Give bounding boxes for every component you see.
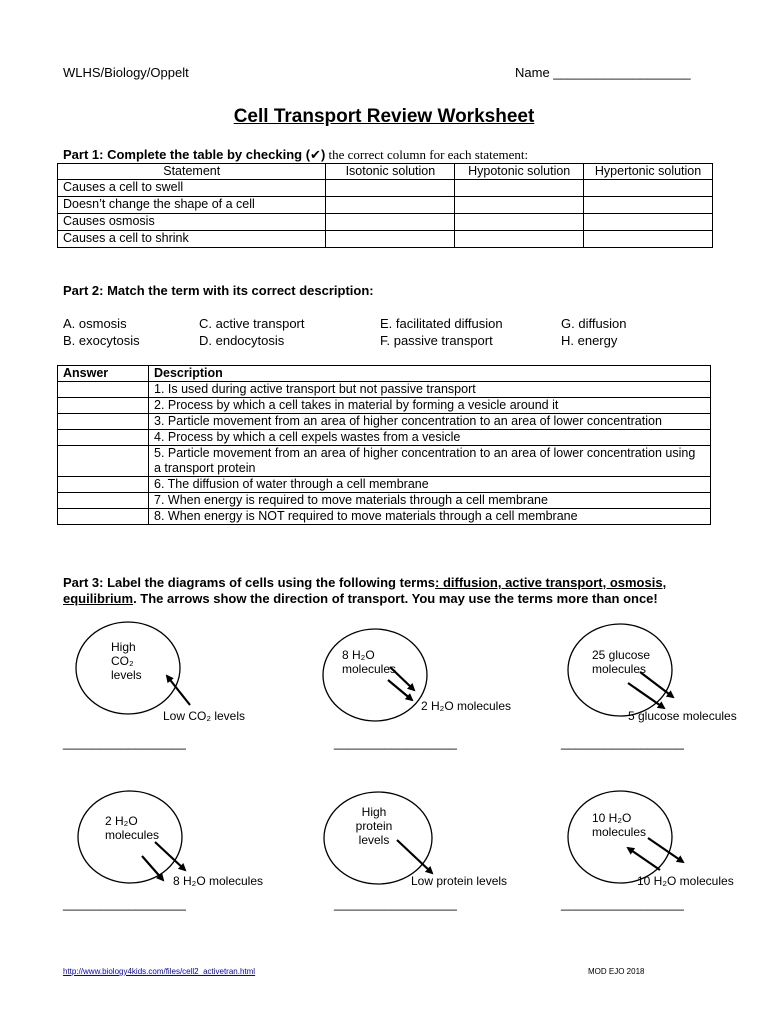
footer-credit: MOD EJO 2018 [588, 967, 645, 976]
arrow-2b [388, 680, 412, 700]
statement-cell: Doesn’t change the shape of a cell [58, 197, 326, 214]
diagram2-inside-line1: 8 H₂O [342, 648, 375, 662]
answer-blank-2[interactable]: _________________ [334, 735, 457, 750]
course-label: WLHS/Biology/Oppelt [63, 65, 189, 80]
worksheet-title: Cell Transport Review Worksheet [233, 106, 535, 127]
diagram2-inside-line2: molecules [342, 662, 397, 676]
part1-label-bold: Part 1: Complete the table by checking (✔) [63, 147, 326, 162]
diagram5-inside [348, 805, 400, 847]
diagram3-outside: 5 glucose molecules [628, 709, 737, 723]
diagram3-inside [592, 648, 650, 676]
diagram6-outside: 10 H₂O molecules [637, 874, 734, 888]
answer-blank-1[interactable]: _________________ [63, 735, 186, 750]
term-d: D. endocytosis [199, 333, 285, 348]
arrow-4a [142, 856, 163, 880]
description-cell: 1. Is used during active transport but not passive transport [149, 382, 711, 398]
diagram6-inside-line1: 10 H₂O [592, 811, 632, 825]
part2-label: Part 2: Match the term with its correct description: [63, 283, 374, 298]
answer-blank-3[interactable]: _________________ [561, 735, 684, 750]
diagram5-inside-line2: protein [355, 819, 393, 833]
diagram3-inside-line2: molecules [592, 662, 647, 676]
diagram1-outside: Low CO₂ levels [163, 709, 246, 723]
diagram6-inside-line2: molecules [592, 825, 647, 839]
part1-label-rest: the correct column for each statement: [325, 147, 529, 162]
answer-blank-6[interactable]: _________________ [561, 896, 684, 911]
part3-label-terms: : diffusion, active transport, osmosis, equilibrium [63, 575, 667, 606]
part3-label-end: . The arrows show the direction of transport. You may use the terms more than once! [133, 591, 658, 606]
description-cell: 4. Process by which a cell expels wastes from a vesicle [149, 430, 711, 446]
diagram1-inside-line2: CO₂ [111, 654, 134, 668]
description-cell: 8. When energy is NOT required to move materials through a cell membrane [149, 509, 711, 525]
statement-cell: Causes osmosis [58, 214, 326, 231]
diagram4-inside-line1: 2 H₂O [105, 814, 138, 828]
term-a: A. osmosis [63, 316, 127, 331]
diagram2-outside: 2 H₂O molecules [421, 699, 512, 713]
diagram1-inside-line3: levels [111, 668, 142, 682]
diagram4-outside: 8 H₂O molecules [173, 874, 264, 888]
answer-blank-4[interactable]: _________________ [63, 896, 186, 911]
col-hypotonic: Hypotonic solution [455, 164, 584, 180]
term-c: C. active transport [199, 316, 305, 331]
term-h: H. energy [561, 333, 618, 348]
diagram3-inside-line1: 25 glucose [592, 648, 651, 662]
term-e: E. facilitated diffusion [380, 316, 503, 331]
arrow-6a [628, 848, 660, 870]
statement-cell: Causes a cell to swell [58, 180, 326, 197]
col-isotonic: Isotonic solution [326, 164, 455, 180]
footer-link[interactable]: http://www.biology4kids.com/files/cell2_activetran.html [63, 967, 256, 976]
statement-cell: Causes a cell to shrink [58, 231, 326, 248]
diagram1-inside-line1: High [111, 640, 136, 654]
answer-blank-5[interactable]: _________________ [334, 896, 457, 911]
term-f: F. passive transport [380, 333, 493, 348]
description-cell: 5. Particle movement from an area of higher concentration to an area of lower concentration using a transport protein [149, 446, 711, 477]
col-answer: Answer [58, 366, 149, 382]
part3-label-start: Part 3: Label the diagrams of cells using the following terms [63, 575, 436, 590]
description-cell: 2. Process by which a cell takes in material by forming a vesicle around it [149, 398, 711, 414]
col-statement: Statement [58, 164, 326, 180]
diagram5-inside-line1: High [361, 805, 387, 819]
name-field[interactable]: Name ___________________ [515, 65, 691, 80]
arrow-5 [397, 840, 432, 873]
diagram4-inside-line2: molecules [105, 828, 160, 842]
col-description: Description [149, 366, 711, 382]
diagram1-inside [111, 640, 142, 682]
description-cell: 6. The diffusion of water through a cell membrane [149, 477, 711, 493]
term-b: B. exocytosis [63, 333, 140, 348]
col-hypertonic: Hypertonic solution [584, 164, 713, 180]
diagram4-inside [105, 814, 159, 842]
diagram5-inside-line3: levels [358, 833, 390, 847]
term-g: G. diffusion [561, 316, 627, 331]
diagram2-inside [342, 648, 396, 676]
diagram5-outside: Low protein levels [411, 874, 508, 888]
diagram6-inside [592, 811, 646, 839]
description-cell: 3. Particle movement from an area of higher concentration to an area of lower concentration [149, 414, 711, 430]
description-cell: 7. When energy is required to move materials through a cell membrane [149, 493, 711, 509]
